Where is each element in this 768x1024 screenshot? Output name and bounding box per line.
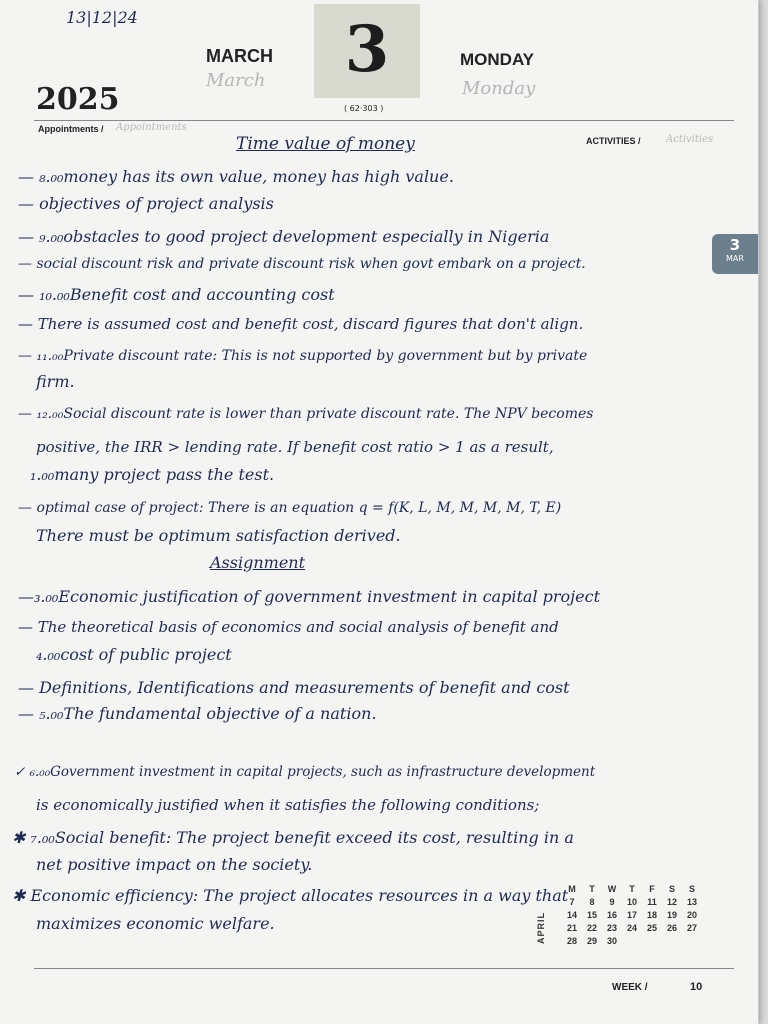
calendar-day: 18 [646, 910, 657, 920]
day-number: 3 [344, 12, 390, 87]
calendar-day: 29 [586, 936, 597, 946]
weekday-label: MONDAY [460, 50, 534, 69]
year-label: 2025 [36, 82, 120, 117]
note-line: — objectives of project analysis [18, 194, 274, 213]
note-line: ₁.₀₀many project pass the test. [30, 465, 275, 484]
appointments-script: Appointments [116, 122, 187, 133]
calendar-day: 11 [647, 897, 657, 907]
calendar-weekday: S [668, 884, 675, 894]
note-line: — ₁₀.₀₀Benefit cost and accounting cost [18, 285, 335, 304]
calendar-weekday: W [607, 884, 617, 894]
calendar-day: 24 [626, 923, 637, 933]
calendar-day: 20 [686, 910, 697, 920]
calendar-day: 8 [589, 897, 595, 907]
calendar-weekday: S [688, 884, 695, 894]
answer-line: is economically justified when it satisfies the following conditions; [36, 796, 540, 814]
calendar-day [662, 936, 682, 949]
assignment-heading: Assignment [210, 553, 306, 572]
calendar-header-row [562, 884, 702, 897]
calendar-day: 16 [606, 910, 617, 920]
calendar-week-row [562, 936, 702, 949]
activities-label: ACTIVITIES / [586, 136, 641, 146]
calendar-day: 22 [586, 923, 597, 933]
answer-line: net positive impact on the society. [36, 855, 313, 874]
answer-line: ✱ ₇.₀₀Social benefit: The project benefit exceed its cost, resulting in a [12, 828, 574, 847]
month-tab-number: 3 [729, 236, 741, 254]
calendar-day [682, 936, 702, 949]
calendar-day [622, 936, 642, 949]
calendar-weekday: M [568, 884, 576, 894]
note-line: — social discount risk and private discount risk when govt embark on a project. [18, 256, 586, 272]
calendar-week-row [562, 897, 702, 910]
note-line: — optimal case of project: There is an equation q = f(K, L, M, M, M, M, T, E) [18, 500, 562, 516]
note-title: Time value of money [236, 134, 415, 154]
week-number: 10 [690, 981, 703, 993]
calendar-day: 21 [566, 923, 577, 933]
calendar-day: 27 [686, 923, 697, 933]
calendar-day: 19 [666, 910, 677, 920]
note-line: There must be optimum satisfaction derived. [36, 526, 401, 545]
answer-line: maximizes economic welfare. [36, 914, 275, 933]
note-line: — There is assumed cost and benefit cost, discard figures that don't align. [18, 315, 584, 333]
calendar-week-row [562, 910, 702, 923]
calendar-day: 9 [609, 897, 615, 907]
calendar-week-row [562, 923, 702, 936]
calendar-day [642, 936, 662, 949]
calendar-day: 26 [666, 923, 677, 933]
calendar-day: 12 [666, 897, 677, 907]
calendar-day: 13 [686, 897, 697, 907]
note-line: positive, the IRR > lending rate. If benefit cost ratio > 1 as a result, [36, 438, 554, 456]
calendar-day: 17 [626, 910, 637, 920]
calendar-day: 30 [606, 936, 617, 946]
calendar-day: 14 [566, 910, 577, 920]
note-line: — ₁₁.₀₀Private discount rate: This is not supported by government but by private [18, 348, 588, 364]
footer-rule [34, 968, 734, 969]
note-line: — ₉.₀₀obstacles to good project development especially in Nigeria [18, 227, 550, 246]
assignment-line: — ₅.₀₀The fundamental objective of a nation. [18, 704, 377, 723]
weekday-script: Monday [462, 78, 536, 99]
day-count: ( 62·303 ) [344, 104, 384, 113]
header-rule [34, 120, 734, 121]
assignment-line: — The theoretical basis of economics and social analysis of benefit and [18, 618, 559, 636]
calendar-day: 7 [569, 897, 575, 907]
note-line: firm. [36, 372, 75, 391]
assignment-line: ₄.₀₀cost of public project [36, 645, 232, 664]
month-script: March [206, 70, 266, 91]
assignment-line: —₃.₀₀Economic justification of government investment in capital project [18, 587, 600, 606]
note-line: — ₈.₀₀money has its own value, money has high value. [18, 167, 454, 186]
handwritten-date: 13|12|24 [66, 8, 138, 27]
answer-line: ✓ ₆.₀₀Government investment in capital projects, such as infrastructure development [14, 764, 596, 780]
calendar-day: 15 [586, 910, 597, 920]
month-tab-label: MAR [726, 254, 744, 263]
assignment-line: — Definitions, Identifications and measurements of benefit and cost [18, 678, 570, 697]
calendar-day: 10 [626, 897, 637, 907]
calendar-month-label: APRIL [536, 912, 546, 944]
calendar-day: 25 [646, 923, 657, 933]
calendar-day: 23 [606, 923, 617, 933]
calendar-weekday: T [589, 884, 595, 894]
note-line: — ₁₂.₀₀Social discount rate is lower than private discount rate. The NPV becomes [18, 406, 594, 422]
month-label: MARCH [206, 46, 273, 66]
calendar-day: 28 [566, 936, 577, 946]
calendar-weekday: T [629, 884, 635, 894]
answer-line: ✱ Economic efficiency: The project allocates resources in a way that [12, 886, 569, 905]
calendar-grid [562, 884, 702, 949]
week-label: WEEK / [612, 982, 648, 993]
date-box [314, 4, 420, 98]
activities-script: Activities [666, 134, 714, 145]
month-tab[interactable] [712, 234, 758, 274]
appointments-label: Appointments / [38, 124, 104, 134]
mini-calendar [534, 884, 714, 962]
calendar-weekday: F [649, 884, 655, 894]
